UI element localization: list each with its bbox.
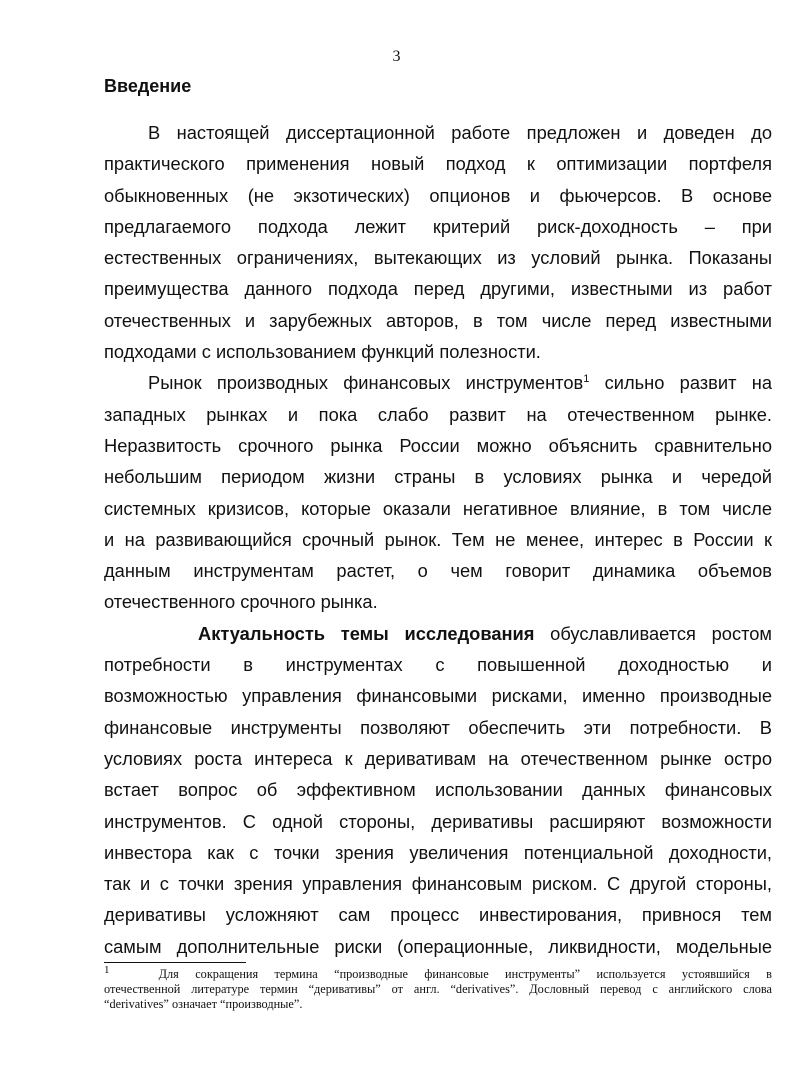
section-heading: Введение: [104, 76, 192, 96]
text-line: [104, 868, 772, 899]
text-line: [104, 899, 772, 930]
text-line: [104, 273, 772, 304]
text-line: [104, 336, 772, 367]
line-text: встает вопрос об эффективном использовании данных финансовых: [104, 779, 772, 801]
line-text: обыкновенных (не экзотических) опционов и фьючерсов. В основе: [104, 184, 772, 206]
text-line: [104, 837, 772, 868]
body-text: [104, 117, 772, 962]
line-text: В настоящей диссертационной работе предложен и доведен до: [148, 122, 772, 143]
line-text: так и с точки зрения управления финансовым риском. С другой стороны,: [104, 873, 772, 895]
text-line: [104, 399, 772, 430]
line-text: Рынок производных финансовых инструментов: [148, 372, 584, 394]
text-line: [104, 211, 772, 242]
line-text: потребности в инструментах с повышенной доходностью и: [104, 654, 772, 676]
footnote-divider: [104, 962, 246, 963]
footnote-text: “derivatives” означает “производные”.: [104, 997, 303, 1011]
text-line: [104, 493, 772, 524]
footnote-mark: 1: [104, 963, 110, 976]
line-text: самым дополнительные риски (операционные, ликвидности, модельные: [104, 935, 772, 957]
footnote: [104, 963, 772, 1012]
line-text: отечественного срочного рынка.: [104, 591, 378, 613]
line-text: естественных ограничениях, вытекающих из условий рынка. Показаны: [104, 247, 772, 269]
line-text: Неразвитость срочного рынка России можно объяснить сравнительно: [104, 434, 772, 456]
line-text: возможностью управления финансовыми рисками, именно производные: [104, 685, 772, 707]
text-line: [104, 242, 772, 273]
line-text: деривативы усложняют сам процесс инвестирования, привнося тем: [104, 904, 772, 926]
text-line: [104, 806, 772, 837]
text-line: [104, 461, 772, 492]
text-line: [104, 555, 772, 586]
line-text: данным инструментам растет, о чем говорит динамика объемов: [104, 560, 772, 582]
line-text: практического применения новый подход к оптимизации портфеля: [104, 153, 772, 175]
line-text: условиях роста интереса к деривативам на отечественном рынке остро: [104, 747, 772, 769]
text-line: [104, 618, 772, 649]
footnote-text: Для сокращения термина “производные финансовые инструменты” используется устоявшийся в: [158, 967, 772, 981]
text-line: [104, 305, 772, 336]
text-line: [104, 148, 772, 179]
line-text: финансовые инструменты позволяют обеспечить эти потребности. В: [104, 716, 772, 738]
text-line: [104, 774, 772, 805]
text-line: [104, 117, 772, 148]
line-text: преимущества данного подхода перед другими, известными из работ: [104, 278, 772, 300]
text-line: [104, 586, 772, 617]
line-text: и на развивающийся срочный рынок. Тем не менее, интерес в России к: [104, 528, 772, 550]
text-line: [104, 649, 772, 680]
text-line: [104, 430, 772, 461]
line-text: небольшим периодом жизни страны в условиях рынка и чередой: [104, 466, 772, 488]
footnote-text: отечественной литературе термин “деривативы” от англ. “derivatives”. Дословный перевод с английского слова: [104, 982, 772, 996]
footnote-line: [104, 963, 772, 982]
line-text: сильно развит на: [589, 372, 772, 394]
text-line: [104, 743, 772, 774]
footnote-line: [104, 982, 772, 997]
line-text: отечественных и зарубежных авторов, в том числе перед известными: [104, 309, 772, 331]
line-text: системных кризисов, которые оказали негативное влияние, в том числе: [104, 497, 772, 519]
line-text: подходами с использованием функций полезности.: [104, 341, 541, 363]
line-text: обуславливается ростом: [534, 622, 772, 644]
line-text: инвестора как с точки зрения увеличения потенциальной доходности,: [104, 841, 772, 863]
bold-term: Актуальность темы исследования: [198, 622, 535, 644]
page-number: 3: [392, 48, 401, 65]
text-line: [104, 524, 772, 555]
footnote-line: [104, 997, 772, 1012]
text-line: [104, 931, 772, 962]
text-line: [104, 680, 772, 711]
footnote-ref: 1: [583, 373, 590, 386]
text-line: [104, 180, 772, 211]
text-line: [104, 712, 772, 743]
line-text: инструментов. С одной стороны, деривативы расширяют возможности: [104, 810, 772, 832]
line-text: западных рынках и пока слабо развит на отечественном рынке.: [104, 403, 772, 425]
text-line: [104, 367, 772, 398]
line-text: предлагаемого подхода лежит критерий риск-доходность – при: [104, 215, 772, 237]
